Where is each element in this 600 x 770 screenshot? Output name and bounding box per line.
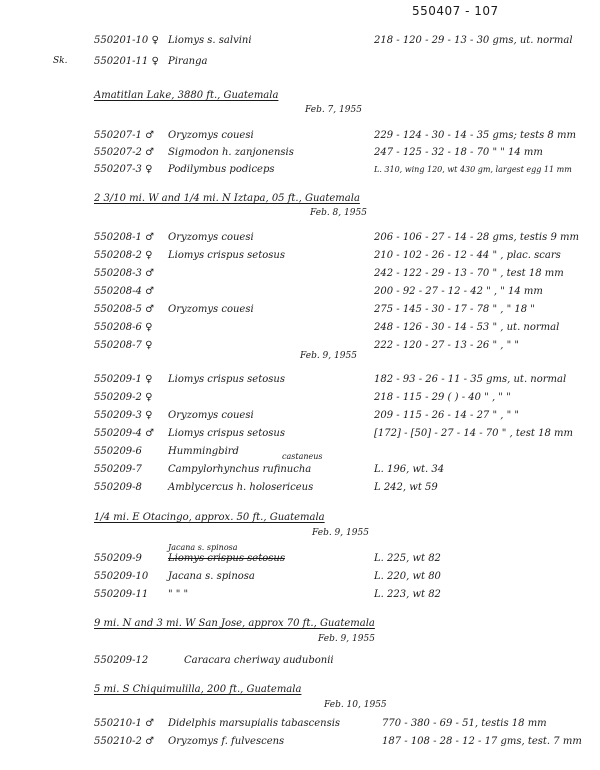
measurements: 187 - 108 - 28 - 12 - 17 gms, test. 7 mm bbox=[382, 736, 582, 747]
collection-date: Feb. 8, 1955 bbox=[310, 208, 367, 218]
measurements: L. 220, wt 80 bbox=[374, 571, 441, 582]
species-name: Oryzomys couesi bbox=[168, 130, 254, 141]
catalog-number: 550208-1 ♂ bbox=[94, 232, 155, 243]
species-name: Liomys s. salvini bbox=[168, 35, 252, 46]
measurements: 218 - 120 - 29 - 13 - 30 gms, ut. normal bbox=[374, 35, 573, 46]
collection-date: Feb. 9, 1955 bbox=[312, 528, 369, 538]
catalog-number: 550209-6 bbox=[94, 446, 142, 457]
locality-heading: 2 3/10 mi. W and 1/4 mi. N Iztapa, 05 ft., Guatemala bbox=[94, 193, 360, 204]
species-annotation: Jacana s. spinosa bbox=[168, 543, 238, 552]
species-name: Podilymbus podiceps bbox=[168, 164, 275, 175]
catalog-number: 550210-1 ♂ bbox=[94, 718, 155, 729]
species-name: Campylorhynchus rufinucha bbox=[168, 464, 312, 475]
locality-heading: Amatitlan Lake, 3880 ft., Guatemala bbox=[94, 90, 279, 101]
locality-heading: 5 mi. S Chiquimulilla, 200 ft., Guatemala bbox=[94, 684, 302, 695]
catalog-number: 550207-2 ♂ bbox=[94, 147, 155, 158]
catalog-number: 550209-7 bbox=[94, 464, 142, 475]
catalog-number: 550208-5 ♂ bbox=[94, 304, 155, 315]
measurements: L. 225, wt 82 bbox=[374, 553, 441, 564]
sk-prefix: Sk. bbox=[53, 56, 68, 66]
measurements: 275 - 145 - 30 - 17 - 78 " , " 18 " bbox=[374, 304, 535, 315]
species-name: Oryzomys couesi bbox=[168, 304, 254, 315]
catalog-number: 550201-10 ♀ bbox=[94, 35, 159, 46]
collection-date: Feb. 9, 1955 bbox=[300, 351, 357, 361]
catalog-number: 550201-11 ♀ bbox=[94, 56, 159, 67]
catalog-number: 550209-11 bbox=[94, 589, 149, 600]
measurements: 222 - 120 - 27 - 13 - 26 " , " " bbox=[374, 340, 519, 351]
catalog-number: 550208-3 ♂ bbox=[94, 268, 155, 279]
measurements: 182 - 93 - 26 - 11 - 35 gms, ut. normal bbox=[374, 374, 567, 385]
measurements: 248 - 126 - 30 - 14 - 53 " , ut. normal bbox=[374, 322, 560, 333]
page-id: 550407 - 107 bbox=[412, 4, 499, 18]
collection-date: Feb. 10, 1955 bbox=[324, 700, 387, 710]
measurements: L. 196, wt. 34 bbox=[374, 464, 445, 475]
catalog-number: 550209-1 ♀ bbox=[94, 374, 153, 385]
species-name: Amblycercus h. holosericeus bbox=[168, 482, 314, 493]
catalog-number: 550210-2 ♂ bbox=[94, 736, 155, 747]
measurements: 200 - 92 - 27 - 12 - 42 " , " 14 mm bbox=[374, 286, 543, 297]
species-name: Liomys crispus setosus bbox=[168, 553, 285, 564]
species-name: Liomys crispus setosus bbox=[168, 250, 285, 261]
measurements: [172] - [50] - 27 - 14 - 70 " , test 18 mm bbox=[374, 428, 573, 439]
locality-heading: 9 mi. N and 3 mi. W San Jose, approx 70 ft., Guatemala bbox=[94, 618, 375, 629]
measurements: 206 - 106 - 27 - 14 - 28 gms, testis 9 mm bbox=[374, 232, 579, 243]
measurements: L 242, wt 59 bbox=[374, 482, 438, 493]
catalog-number: 550208-2 ♀ bbox=[94, 250, 153, 261]
species-name: Piranga bbox=[168, 56, 208, 67]
measurements: L. 310, wing 120, wt 430 gm, largest egg 11 mm bbox=[374, 165, 572, 174]
locality-heading: 1/4 mi. E Otacingo, approx. 50 ft., Guatemala bbox=[94, 512, 325, 523]
measurements: 247 - 125 - 32 - 18 - 70 " " 14 mm bbox=[374, 147, 543, 158]
species-name: " " " bbox=[168, 589, 189, 600]
species-name: Sigmodon h. zanjonensis bbox=[168, 147, 294, 158]
species-name: Oryzomys f. fulvescens bbox=[168, 736, 285, 747]
catalog-number: 550207-1 ♂ bbox=[94, 130, 155, 141]
catalog-number: 550208-4 ♂ bbox=[94, 286, 155, 297]
catalog-number: 550209-2 ♀ bbox=[94, 392, 153, 403]
catalog-number: 550208-6 ♀ bbox=[94, 322, 153, 333]
catalog-number: 550209-12 bbox=[94, 655, 149, 666]
measurements: L. 223, wt 82 bbox=[374, 589, 441, 600]
catalog-number: 550209-4 ♂ bbox=[94, 428, 155, 439]
species-name: Oryzomys couesi bbox=[168, 232, 254, 243]
catalog-number: 550207-3 ♀ bbox=[94, 164, 153, 175]
catalog-number: 550209-3 ♀ bbox=[94, 410, 153, 421]
catalog-number: 550209-8 bbox=[94, 482, 142, 493]
measurements: 770 - 380 - 69 - 51, testis 18 mm bbox=[382, 718, 547, 729]
measurements: 242 - 122 - 29 - 13 - 70 " , test 18 mm bbox=[374, 268, 564, 279]
species-annotation: castaneus bbox=[282, 452, 323, 461]
species-name: Jacana s. spinosa bbox=[168, 571, 255, 582]
species-name: Liomys crispus setosus bbox=[168, 428, 285, 439]
measurements: 210 - 102 - 26 - 12 - 44 " , plac. scars bbox=[374, 250, 561, 261]
measurements: 218 - 115 - 29 ( ) - 40 " , " " bbox=[374, 392, 511, 403]
catalog-number: 550208-7 ♀ bbox=[94, 340, 153, 351]
collection-date: Feb. 7, 1955 bbox=[305, 105, 362, 115]
collection-date: Feb. 9, 1955 bbox=[318, 634, 375, 644]
measurements: 209 - 115 - 26 - 14 - 27 " , " " bbox=[374, 410, 519, 421]
species-name: Didelphis marsupialis tabascensis bbox=[168, 718, 341, 729]
species-name: Oryzomys couesi bbox=[168, 410, 254, 421]
species-name: Caracara cheriway audubonii bbox=[184, 655, 334, 666]
species-name: Liomys crispus setosus bbox=[168, 374, 285, 385]
catalog-number: 550209-10 bbox=[94, 571, 149, 582]
measurements: 229 - 124 - 30 - 14 - 35 gms; tests 8 mm bbox=[374, 130, 576, 141]
catalog-number: 550209-9 bbox=[94, 553, 142, 564]
species-name: Hummingbird bbox=[168, 446, 239, 457]
